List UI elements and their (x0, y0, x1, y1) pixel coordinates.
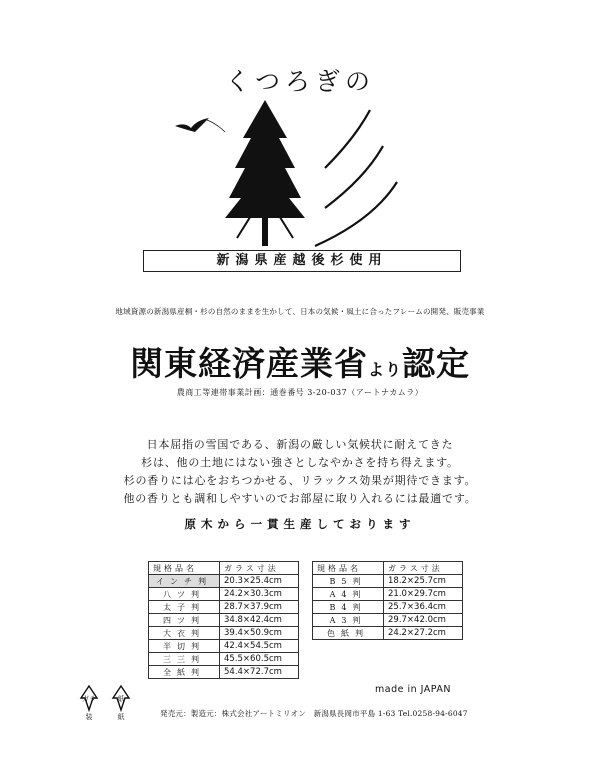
sugi-logo (165, 98, 425, 248)
header-name: 規格品名 (149, 562, 220, 575)
row-size: 29.7×42.0cm (384, 614, 463, 627)
glass-recycle-icon (81, 686, 97, 710)
row-size: 42.4×54.5cm (220, 640, 299, 653)
size-table-right (312, 561, 463, 640)
row-size: 18.2×25.7cm (384, 575, 463, 588)
row-name: B5判 (313, 575, 384, 588)
paper-recycle-icon (113, 686, 129, 710)
tree-icon (225, 100, 305, 246)
header-size: ガラス寸法 (220, 562, 299, 575)
row-name: A4判 (313, 588, 384, 601)
row-size: 45.5×60.5cm (220, 653, 299, 666)
description: 地域資源の新潟県産桐・杉の自然のままを生かして、日本の気候・風土に合ったフレームの開発、販売事業 (115, 307, 485, 316)
cert-org: 関東経済産業省 (129, 344, 368, 383)
cert-label: 認定 (402, 344, 470, 383)
row-name: 太子判 (149, 601, 220, 614)
row-size: 20.3×25.4cm (220, 575, 299, 588)
row-size: 25.7×36.4cm (384, 601, 463, 614)
table-row (313, 575, 463, 588)
mark1-text: ガラ (82, 695, 96, 703)
row-name: B4判 (313, 601, 384, 614)
row-name: インチ判 (149, 575, 220, 588)
table-row (149, 640, 299, 653)
table-header-row (149, 562, 299, 575)
row-name: 色紙判 (313, 627, 384, 640)
table-row (313, 588, 463, 601)
table-row (149, 653, 299, 666)
bird-icon (175, 118, 209, 132)
table-row (149, 666, 299, 679)
table-row (313, 614, 463, 627)
mark2-label: 紙 (117, 713, 125, 721)
body-line: 他の香りとも調和しやすいのでお部屋に取り入れるには最適です。 (123, 492, 477, 505)
table-row (149, 601, 299, 614)
made-in-label: made in JAPAN (375, 684, 452, 695)
table-row (149, 575, 299, 588)
table-row (149, 627, 299, 640)
table-row (149, 588, 299, 601)
table-header-row (313, 562, 463, 575)
body-line: 杉は、他の土地にはない強さとしなやかさを持ち得えます。 (141, 456, 459, 469)
table-row (313, 601, 463, 614)
body-line: 日本屈指の雪国である、新潟の厳しい気候状に耐えてきた (146, 438, 454, 451)
row-name: A3判 (313, 614, 384, 627)
integrated-production: 原木から一貫生産しております (184, 517, 416, 531)
mark1-label: 装 (85, 713, 93, 721)
row-name: 三三判 (149, 653, 220, 666)
cert-yori: より (367, 360, 402, 379)
row-name: 全紙判 (149, 666, 220, 679)
header-name: 規格品名 (313, 562, 384, 575)
row-name: 四ツ判 (149, 614, 220, 627)
body-line: 杉の香りには心をおちつかせる、リラックス効果が期待できます。 (123, 474, 477, 487)
size-table-left (148, 561, 299, 679)
mark2-text: 紙 (117, 695, 125, 703)
certification-heading (0, 338, 600, 385)
plan-number: 農商工等連帯事業計画：通巻番号 3-20-037（アートナカムラ） (176, 388, 424, 397)
row-size: 34.8×42.4cm (220, 614, 299, 627)
usage-label: 新潟県産越後杉使用 (143, 250, 461, 272)
subtitle: くつろぎの (224, 67, 375, 96)
row-size: 39.4×50.9cm (220, 627, 299, 640)
table-row (149, 614, 299, 627)
row-size: 54.4×72.7cm (220, 666, 299, 679)
table-row (313, 627, 463, 640)
row-size: 21.0×29.7cm (384, 588, 463, 601)
row-name: 八ツ判 (149, 588, 220, 601)
row-size: 24.2×27.2cm (384, 627, 463, 640)
header-size: ガラス寸法 (384, 562, 463, 575)
row-size: 24.2×30.3cm (220, 588, 299, 601)
footer-contact: 発売元：製造元：株式会社アートミリオン 新潟県長岡市平島 1-63 Tel.0258-94-6047 (160, 709, 468, 718)
row-name: 半切判 (149, 640, 220, 653)
row-name: 大衣判 (149, 627, 220, 640)
row-size: 28.7×37.9cm (220, 601, 299, 614)
